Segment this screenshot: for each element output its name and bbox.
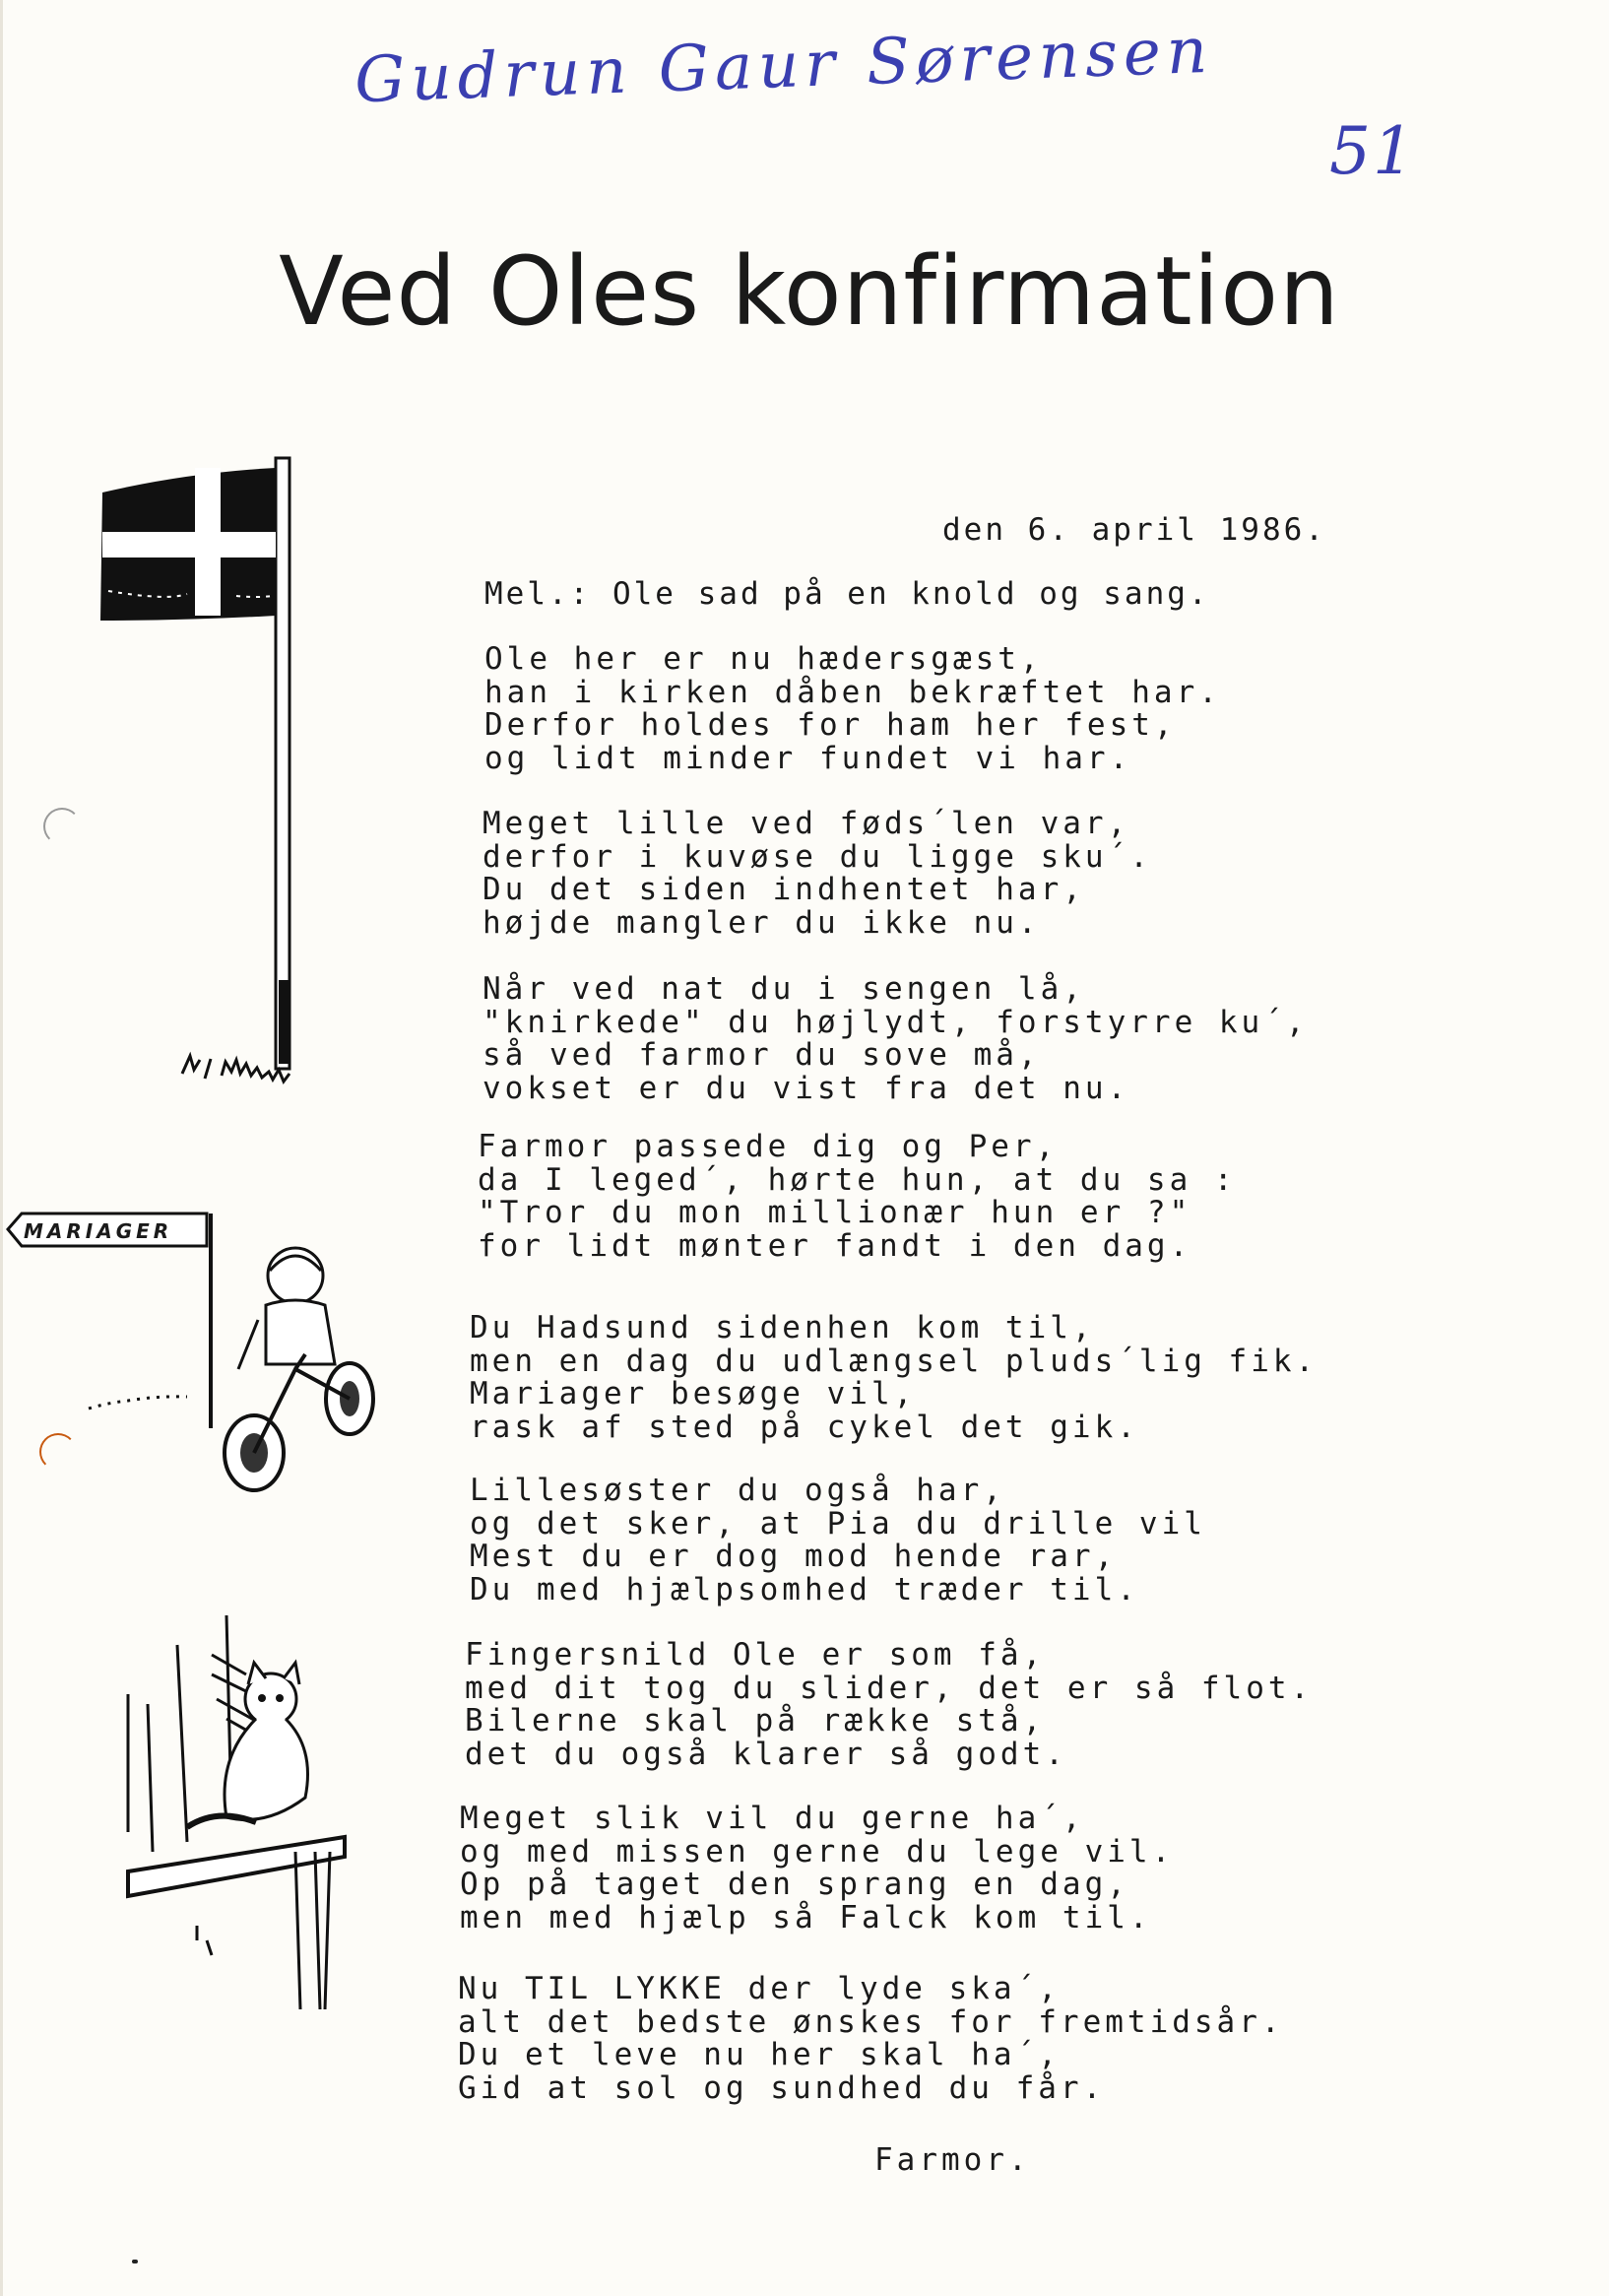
verse-line: Meget lille ved føds´len var, (483, 806, 1130, 841)
ink-dot (132, 2260, 138, 2263)
verse-4 (478, 1131, 1237, 1263)
verse-line: rask af sted på cykel det gik. (470, 1409, 1139, 1445)
verse-line: Ole her er nu hædersgæst, (484, 641, 1043, 677)
verse-line: Farmor passede dig og Per, (478, 1129, 1059, 1164)
verse-8 (460, 1803, 1174, 1935)
verse-2 (483, 808, 1152, 940)
verse-line: men med hjælp så Falck kom til. (460, 1899, 1152, 1935)
verse-line: det du også klarer så godt. (465, 1736, 1067, 1772)
page-title: Ved Oles konfirmation (279, 236, 1340, 347)
hole-punch-top (43, 808, 81, 845)
verse-line: Du det siden indhentet har, (483, 872, 1085, 907)
verse-line: Bilerne skal på række stå, (465, 1703, 1046, 1738)
verse-1 (484, 643, 1221, 775)
handwritten-name: Gudrun Gaur Sørensen (353, 14, 1215, 118)
verse-line: og med missen gerne du lege vil. (460, 1833, 1175, 1870)
verse-line: "Tror du mon millionær hun er ?" (478, 1195, 1192, 1230)
verse-line: og lidt minder fundet vi har. (484, 740, 1132, 776)
signature: Farmor. (874, 2142, 1031, 2178)
melody-note: Mel.: Ole sad på en knold og sang. (484, 576, 1210, 612)
cat-on-roof-illustration (118, 1615, 374, 2009)
verse-line: Nu TIL LYKKE der lyde ska´, (458, 1971, 1061, 2006)
verse-line: Du med hjælpsomhed træder til. (470, 1571, 1139, 1607)
verse-line: Du Hadsund sidenhen kom til, (470, 1310, 1095, 1345)
verse-line: Mest du er dog mod hende rar, (470, 1539, 1118, 1574)
verse-line: med dit tog du slider, det er så flot. (465, 1670, 1314, 1706)
verse-line: men en dag du udlængsel pluds´lig fik. (470, 1343, 1319, 1379)
mariager-sign-text: MARIAGER (24, 1219, 173, 1243)
handwritten-number: 51 (1329, 113, 1416, 189)
verse-6 (470, 1475, 1206, 1607)
verse-line: derfor i kuvøse du ligge sku´. (483, 838, 1152, 875)
verse-line: Gid at sol og sundhed du får. (458, 2069, 1106, 2106)
verse-line: han i kirken dåben bekræftet har. (484, 674, 1221, 710)
verse-5 (470, 1312, 1318, 1444)
verse-line: højde mangler du ikke nu. (483, 904, 1041, 941)
verse-line: alt det bedste ønskes for fremtidsår. (458, 2003, 1284, 2040)
verse-3 (483, 973, 1309, 1105)
verse-line: da I leged´, hørte hun, at du sa : (478, 1161, 1237, 1198)
mariager-illustration (0, 1202, 384, 1527)
verse-7 (465, 1639, 1313, 1771)
verse-line: Op på taget den sprang en dag, (460, 1867, 1129, 1902)
verse-line: Derfor holdes for ham her fest, (484, 707, 1177, 743)
flag-illustration (89, 448, 384, 1128)
verse-line: og det sker, at Pia du drille vil (470, 1505, 1206, 1542)
verse-line: Du et leve nu her skal ha´, (458, 2037, 1061, 2072)
verse-line: Fingersnild Ole er som få, (465, 1637, 1046, 1673)
verse-9 (458, 1973, 1284, 2105)
verse-line: så ved farmor du sove må, (483, 1037, 1041, 1073)
verse-line: Lillesøster du også har, (470, 1473, 1005, 1508)
verse-line: Meget slik vil du gerne ha´, (460, 1801, 1085, 1836)
verse-line: vokset er du vist fra det nu. (483, 1070, 1130, 1106)
verse-line: "knirkede" du højlydt, forstyrre ku´, (483, 1004, 1309, 1040)
verse-line: for lidt mønter fandt i den dag. (478, 1227, 1192, 1264)
verse-line: Mariager besøge vil, (470, 1376, 917, 1411)
verse-line: Når ved nat du i sengen lå, (483, 971, 1085, 1007)
poem-date: den 6. april 1986. (942, 512, 1326, 548)
